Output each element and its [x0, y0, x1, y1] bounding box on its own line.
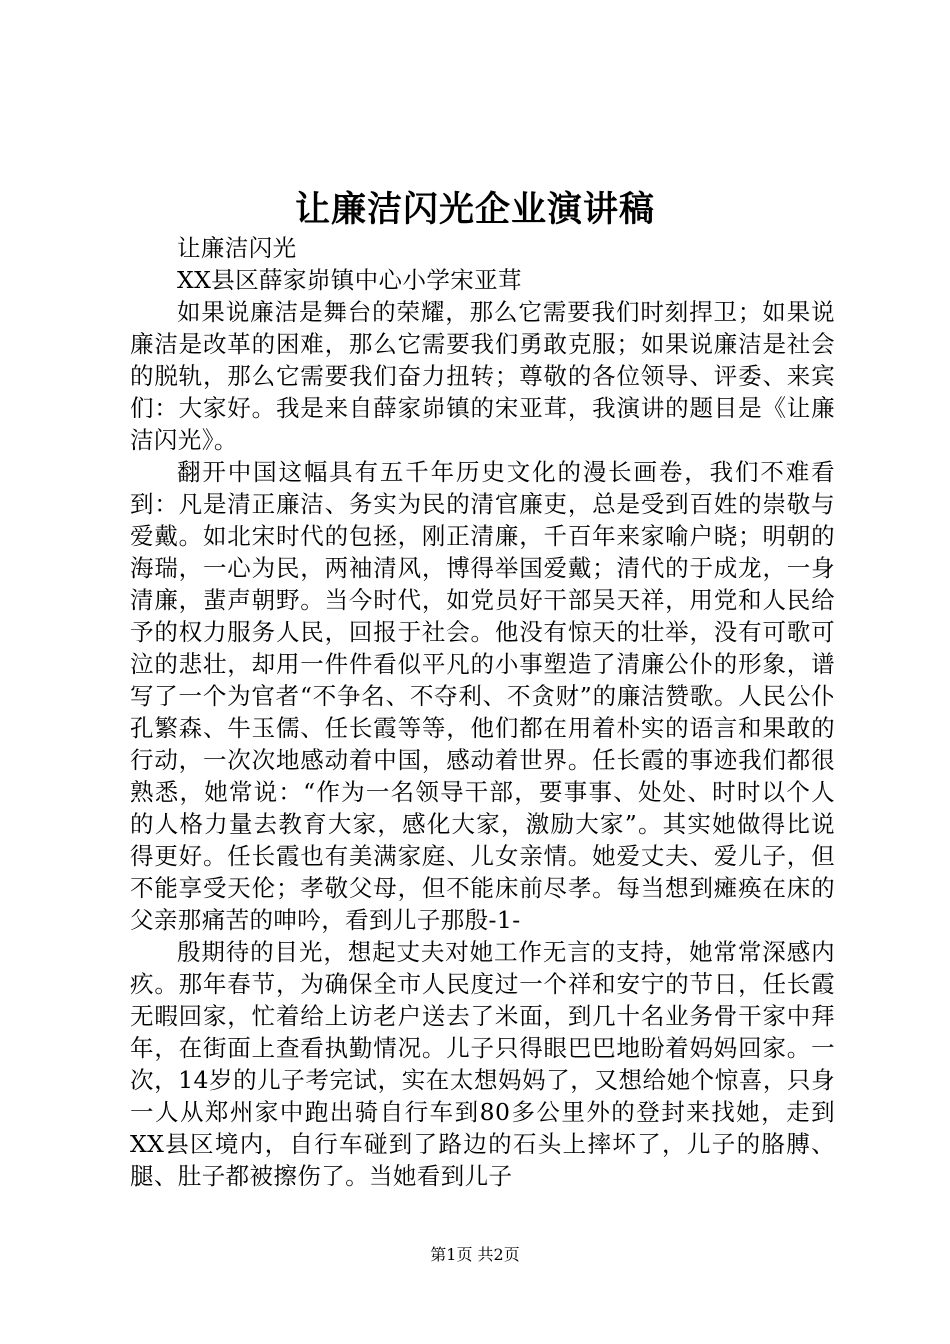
body-paragraph: 翻开中国这幅具有五千年历史文化的漫长画卷，我们不难看到：凡是清正廉洁、务实为民的清官廉吏，总是受到百姓的崇敬与爱戴。如北宋时代的包拯，刚正清廉，千百年来家喻户晓；明朝的海瑞，一心为民，两袖清风，博得举国爱戴；清代的于成龙，一身清廉，蜚声朝野。当今时代，如党员好干部吴天祥，用党和人民给予的权力服务人民，回报于社会。他没有惊天的壮举，没有可歌可泣的悲壮，却用一件件看似平凡的小事塑造了清廉公仆的形象，谱写了一个为官者“不争名、不夺利、不贪财”的廉洁赞歌。人民公仆孔繁森、牛玉儒、任长霞等等，他们都在用着朴实的语言和果敢的行动，一次次地感动着中国，感动着世界。任长霞的事迹我们都很熟悉，她常说：“作为一名领导干部，要事事、处处、时时以个人的人格力量去教育大家，感化大家，激励大家”。其实她做得比说得更好。任长霞也有美满家庭、儿女亲情。她爱丈夫、爱儿子，但不能享受天伦；孝敬父母，但不能床前尽孝。每当想到瘫痪在床的父亲那痛苦的呻吟，看到儿子那殷-1- — [130, 458, 835, 934]
document-body — [130, 232, 835, 1192]
body-paragraph: 殷期待的目光，想起丈夫对她工作无言的支持，她常常深感内疚。那年春节，为确保全市人民度过一个祥和安宁的节日，任长霞无暇回家，忙着给上访老户送去了米面，到几十名业务骨干家中拜年，在街面上查看执勤情况。儿子只得眼巴巴地盼着妈妈回家。一次，14岁的儿子考完试，实在太想妈妈了，又想给她个惊喜，只身一人从郑州家中跑出骑自行车到80多公里外的登封来找她，走到XX县区境内，自行车碰到了路边的石头上摔坏了，儿子的胳膊、腿、肚子都被擦伤了。当她看到儿子 — [130, 938, 835, 1190]
author-line: XX县区薛家峁镇中心小学宋亚茸 — [177, 266, 522, 294]
page-footer: 第1页 共2页 — [430, 1245, 520, 1264]
body-paragraph: 如果说廉洁是舞台的荣耀，那么它需要我们时刻捍卫；如果说廉洁是改革的困难，那么它需要我们勇敢克服；如果说廉洁是社会的脱轨，那么它需要我们奋力扭转；尊敬的各位领导、评委、来宾们：大家好。我是来自薛家峁镇的宋亚茸，我演讲的题目是《让廉洁闪光》。 — [130, 298, 835, 454]
document-title: 让廉洁闪光企业演讲稿 — [294, 189, 655, 230]
speech-subtitle: 让廉洁闪光 — [177, 234, 297, 262]
